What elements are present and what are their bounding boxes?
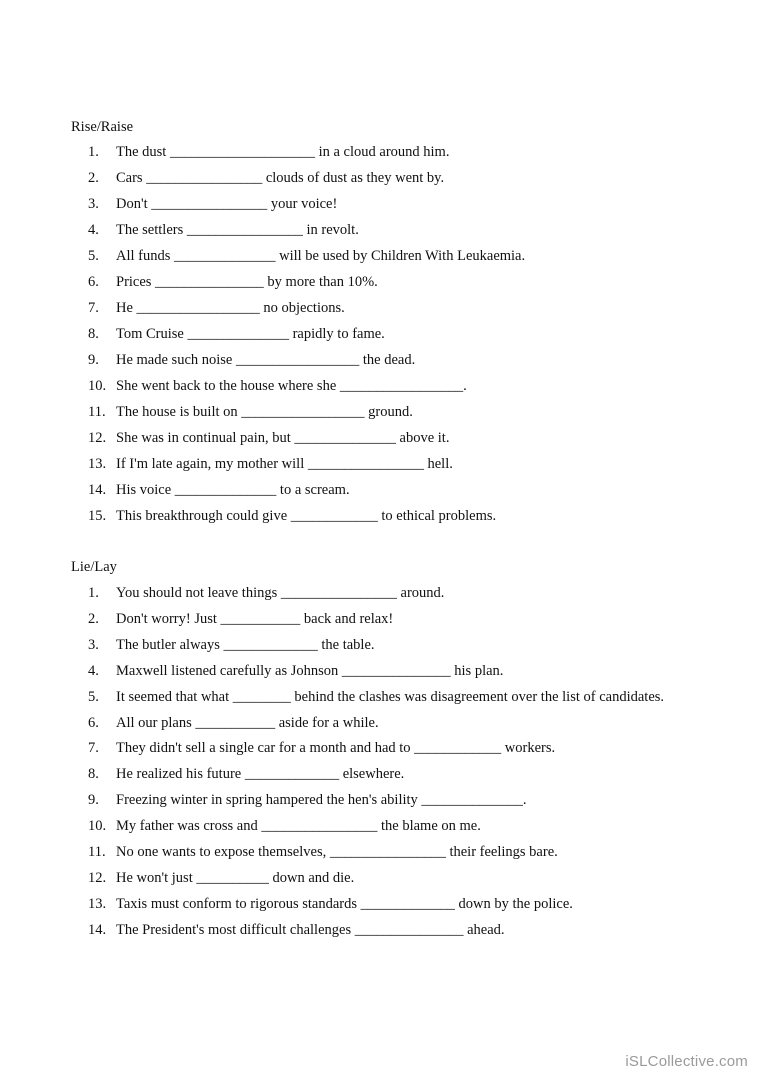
exercise-item (88, 868, 354, 888)
item-number: 4. (88, 222, 99, 238)
item-sentence: It seemed that what ________ behind the clashes was disagreement over the list of candidates. (116, 689, 665, 705)
item-number: 7. (88, 740, 99, 756)
exercise-item (88, 246, 525, 266)
item-sentence: Maxwell listened carefully as Johnson _______________ his plan. (116, 663, 504, 679)
exercise-item (88, 738, 555, 758)
item-number: 6. (88, 715, 99, 731)
item-sentence: They didn't sell a single car for a month and had to ____________ workers. (116, 740, 556, 756)
item-number: 6. (88, 274, 99, 290)
item-sentence: He _________________ no objections. (116, 300, 345, 316)
exercise-item (88, 376, 467, 396)
exercise-item (88, 298, 345, 318)
section-title-rise-raise: Rise/Raise (71, 119, 134, 135)
exercise-item (88, 687, 664, 707)
item-sentence: She went back to the house where she _________________. (116, 378, 467, 394)
item-number: 10. (88, 818, 107, 834)
item-sentence: Taxis must conform to rigorous standards _____________ down by the police. (116, 896, 573, 912)
item-sentence: No one wants to expose themselves, ________________ their feelings bare. (116, 844, 558, 860)
exercise-item (88, 920, 505, 940)
exercise-item (88, 168, 444, 188)
item-number: 12. (88, 430, 107, 446)
item-sentence: Cars ________________ clouds of dust as they went by. (116, 170, 445, 186)
item-number: 13. (88, 456, 107, 472)
item-number: 12. (88, 870, 107, 886)
item-number: 11. (88, 844, 106, 860)
exercise-item (88, 506, 496, 526)
exercise-item (88, 894, 573, 914)
item-number: 9. (88, 792, 99, 808)
exercise-item (88, 324, 385, 344)
item-number: 8. (88, 766, 99, 782)
item-sentence: He realized his future _____________ elsewhere. (116, 766, 405, 782)
item-sentence: If I'm late again, my mother will ________________ hell. (116, 456, 453, 472)
item-number: 11. (88, 404, 106, 420)
item-sentence: Freezing winter in spring hampered the hen's ability ______________. (116, 792, 527, 808)
item-sentence: The dust ____________________ in a cloud around him. (116, 144, 450, 160)
item-sentence: The house is built on _________________ ground. (116, 404, 413, 420)
item-sentence: Tom Cruise ______________ rapidly to fame. (116, 326, 385, 342)
item-number: 15. (88, 508, 107, 524)
item-number: 3. (88, 196, 99, 212)
exercise-item (88, 272, 378, 292)
exercise-item (88, 790, 527, 810)
item-number: 1. (88, 144, 99, 160)
site-watermark: iSLCollective.com (625, 1053, 748, 1070)
exercise-item (88, 816, 481, 836)
exercise-item (88, 350, 415, 370)
item-sentence: The butler always _____________ the table. (116, 637, 375, 653)
item-number: 2. (88, 170, 99, 186)
exercise-item (88, 764, 404, 784)
exercise-item (88, 661, 503, 681)
item-sentence: He made such noise _________________ the dead. (116, 352, 416, 368)
item-number: 2. (88, 611, 99, 627)
item-sentence: His voice ______________ to a scream. (116, 482, 350, 498)
item-number: 7. (88, 300, 99, 316)
item-sentence: All funds ______________ will be used by Children With Leukaemia. (116, 248, 526, 264)
exercise-item (88, 842, 558, 862)
item-number: 8. (88, 326, 99, 342)
exercise-item (88, 220, 359, 240)
item-number: 4. (88, 663, 99, 679)
item-sentence: All our plans ___________ aside for a while. (116, 715, 379, 731)
exercise-item (88, 635, 375, 655)
item-sentence: Prices _______________ by more than 10%. (116, 274, 378, 290)
item-sentence: The settlers ________________ in revolt. (116, 222, 359, 238)
item-number: 14. (88, 922, 107, 938)
exercise-item (88, 454, 453, 474)
exercise-item (88, 194, 337, 214)
item-sentence: She was in continual pain, but ______________ above it. (116, 430, 450, 446)
item-sentence: Don't worry! Just ___________ back and relax! (116, 611, 394, 627)
exercise-item (88, 583, 444, 603)
exercise-item (88, 609, 393, 629)
item-sentence: This breakthrough could give ____________ to ethical problems. (116, 508, 497, 524)
section-title-lie-lay: Lie/Lay (71, 559, 117, 575)
item-sentence: Don't ________________ your voice! (116, 196, 338, 212)
exercise-item (88, 402, 413, 422)
item-number: 14. (88, 482, 107, 498)
item-number: 5. (88, 248, 99, 264)
item-number: 3. (88, 637, 99, 653)
item-sentence: The President's most difficult challenges _______________ ahead. (116, 922, 505, 938)
exercise-item (88, 713, 379, 733)
exercise-item (88, 142, 449, 162)
item-sentence: You should not leave things ________________ around. (116, 585, 445, 601)
item-sentence: My father was cross and ________________ the blame on me. (116, 818, 481, 834)
item-sentence: He won't just __________ down and die. (116, 870, 355, 886)
item-number: 9. (88, 352, 99, 368)
item-number: 13. (88, 896, 107, 912)
exercise-item (88, 428, 449, 448)
item-number: 10. (88, 378, 107, 394)
item-number: 5. (88, 689, 99, 705)
exercise-item (88, 480, 350, 500)
item-number: 1. (88, 585, 99, 601)
